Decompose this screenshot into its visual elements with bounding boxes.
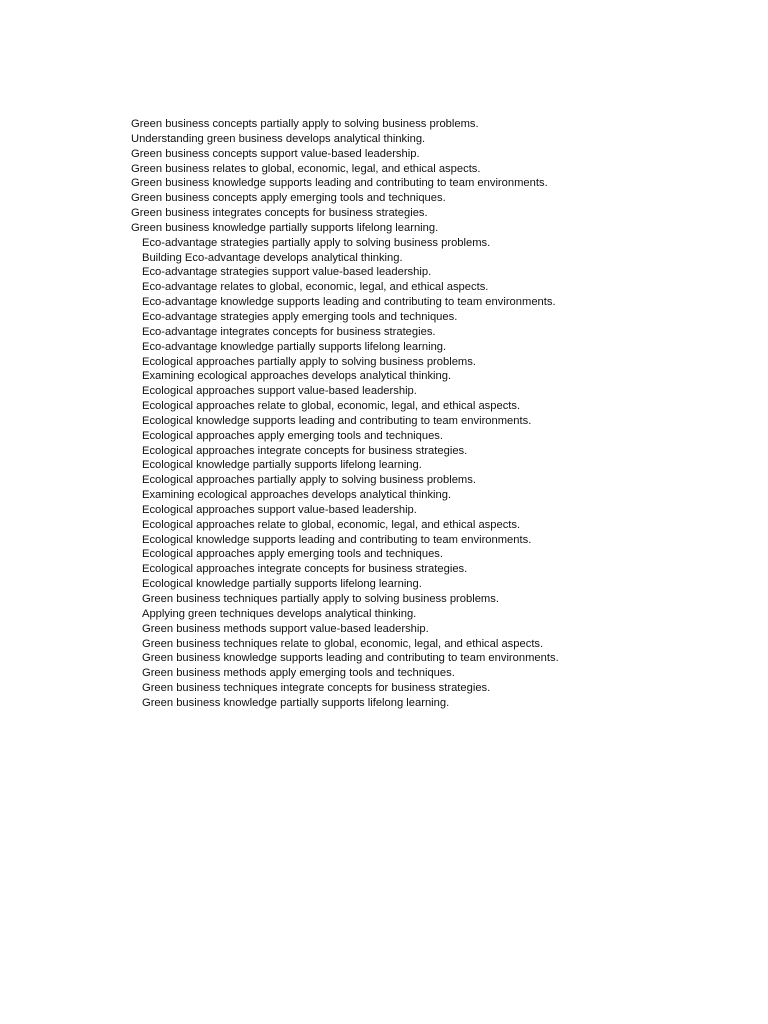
document-line: Ecological knowledge partially supports lifelong learning. — [142, 459, 422, 472]
document-line: Ecological approaches integrate concepts for business strategies. — [142, 563, 468, 576]
document-line: Eco-advantage strategies support value-based leadership. — [142, 266, 432, 279]
document-line: Ecological approaches apply emerging tools and techniques. — [142, 429, 444, 442]
document-line: Eco-advantage knowledge partially supports lifelong learning. — [142, 340, 447, 353]
document-line: Green business concepts support value-based leadership. — [131, 147, 420, 160]
document-line: Green business concepts apply emerging tools and techniques. — [131, 192, 446, 205]
document-line: Ecological approaches integrate concepts for business strategies. — [142, 444, 468, 457]
document-line: Green business knowledge partially supports lifelong learning. — [131, 221, 439, 234]
document-line: Ecological knowledge supports leading and contributing to team environments. — [142, 533, 532, 546]
document-line: Green business knowledge supports leading and contributing to team environments. — [142, 652, 559, 665]
document-line: Building Eco-advantage develops analytical thinking. — [142, 251, 403, 264]
document-line: Ecological knowledge partially supports lifelong learning. — [142, 578, 422, 591]
document-line: Understanding green business develops analytical thinking. — [131, 132, 426, 145]
document-line: Green business concepts partially apply to solving business problems. — [131, 118, 479, 130]
document-line: Eco-advantage relates to global, economic, legal, and ethical aspects. — [142, 281, 489, 294]
document-line: Ecological approaches apply emerging tools and techniques. — [142, 548, 444, 561]
document-line: Green business techniques partially apply to solving business problems. — [142, 593, 499, 605]
document-line: Eco-advantage knowledge supports leading and contributing to team environments. — [142, 296, 556, 309]
document-line: Green business techniques relate to global, economic, legal, and ethical aspects. — [142, 637, 544, 650]
document-text-block — [131, 117, 731, 711]
document-line: Green business techniques integrate concepts for business strategies. — [142, 682, 491, 695]
document-line: Ecological knowledge supports leading and contributing to team environments. — [142, 414, 532, 427]
document-line: Eco-advantage strategies apply emerging tools and techniques. — [142, 310, 458, 323]
document-line: Green business knowledge partially supports lifelong learning. — [142, 696, 450, 709]
document-line: Applying green techniques develops analytical thinking. — [142, 607, 417, 620]
document-line: Examining ecological approaches develops analytical thinking. — [142, 489, 452, 502]
document-line: Green business methods support value-based leadership. — [142, 622, 429, 635]
document-line: Green business methods apply emerging tools and techniques. — [142, 667, 455, 680]
document-line: Ecological approaches partially apply to solving business problems. — [142, 355, 476, 368]
document-line: Ecological approaches support value-based leadership. — [142, 385, 417, 398]
document-line: Green business relates to global, economic, legal, and ethical aspects. — [131, 162, 481, 175]
document-line: Eco-advantage strategies partially apply to solving business problems. — [142, 236, 491, 249]
document-line: Eco-advantage integrates concepts for business strategies. — [142, 325, 436, 338]
document-line: Ecological approaches partially apply to solving business problems. — [142, 474, 476, 487]
document-line: Green business integrates concepts for business strategies. — [131, 207, 428, 220]
document-line: Ecological approaches support value-based leadership. — [142, 503, 417, 516]
document-line: Green business knowledge supports leading and contributing to team environments. — [131, 177, 548, 190]
document-line: Examining ecological approaches develops analytical thinking. — [142, 370, 452, 383]
document-line: Ecological approaches relate to global, economic, legal, and ethical aspects. — [142, 400, 521, 413]
document-line: Ecological approaches relate to global, economic, legal, and ethical aspects. — [142, 518, 521, 531]
